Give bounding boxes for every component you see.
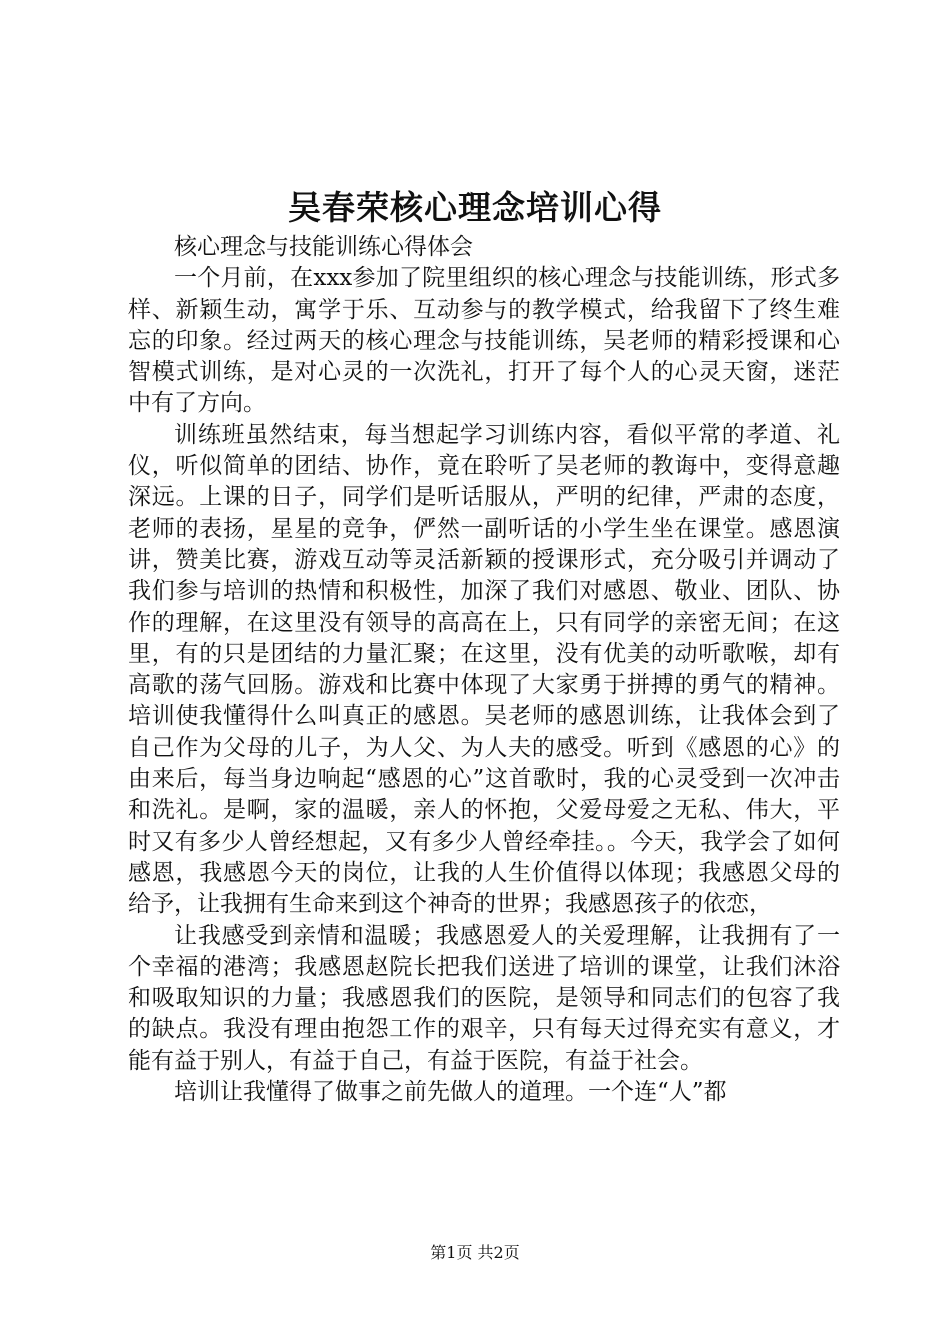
- paragraph-subtitle: 核心理念与技能训练心得体会: [174, 234, 473, 260]
- paragraph: 培训让我懂得了做事之前先做人的道理。一个连“人”都: [174, 1079, 727, 1106]
- page-number-footer: 第1页 共2页: [430, 1243, 520, 1262]
- paragraph: 让我感受到亲情和温暖；我感恩爱人的关爱理解，让我拥有了一个幸福的港湾；我感恩赵院长把我们送进了培训的课堂，让我们沐浴和吸取知识的力量；我感恩我们的医院，是领导和同志们的包容了我的缺点。我没有理由抱怨工作的艰辛，只有每天过得充实有意义，才能有益于别人，有益于自己，有益于医院，有益于社会。: [128, 922, 840, 1074]
- document-body: [128, 232, 840, 1108]
- paragraph: 训练班虽然结束，每当想起学习训练内容，看似平常的孝道、礼仪，听似简单的团结、协作，竟在聆听了吴老师的教诲中，变得意趣深远。上课的日子，同学们是听话服从，严明的纪律，严肃的态度，老师的表扬，星星的竞争，俨然一副听话的小学生坐在课堂。感恩演讲，赞美比赛，游戏互动等灵活新颖的授课形式，充分吸引并调动了我们参与培训的热情和积极性，加深了我们对感恩、敬业、团队、协作的理解，在这里没有领导的高高在上，只有同学的亲密无间；在这里，有的只是团结的力量汇聚；在这里，没有优美的动听歌喉，却有高歌的荡气回肠。游戏和比赛中体现了大家勇于拼搏的勇气的精神。培训使我懂得什么叫真正的感恩。吴老师的感恩训练，让我体会到了自己作为父母的儿子，为人父、为人夫的感受。听到《感恩的心》的由来后，每当身边响起“感恩的心”这首歌时，我的心灵受到一次冲击和洗礼。是啊，家的温暖，亲人的怀抱，父爱母爱之无私、伟大，平时又有多少人曾经想起，又有多少人曾经牵挂。。今天，我学会了如何感恩，我感恩今天的岗位，让我的人生价值得以体现；我感恩父母的给予，让我拥有生命来到这个神奇的世界；我感恩孩子的依恋，: [128, 421, 840, 918]
- document-title: 吴春荣核心理念培训心得: [288, 188, 662, 227]
- paragraph: 一个月前，在xxx参加了院里组织的核心理念与技能训练，形式多样、新颖生动，寓学于乐、互动参与的教学模式，给我留下了终生难忘的印象。经过两天的核心理念与技能训练，吴老师的精彩授课和心智模式训练，是对心灵的一次洗礼，打开了每个人的心灵天窗，迷茫中有了方向。: [128, 265, 840, 417]
